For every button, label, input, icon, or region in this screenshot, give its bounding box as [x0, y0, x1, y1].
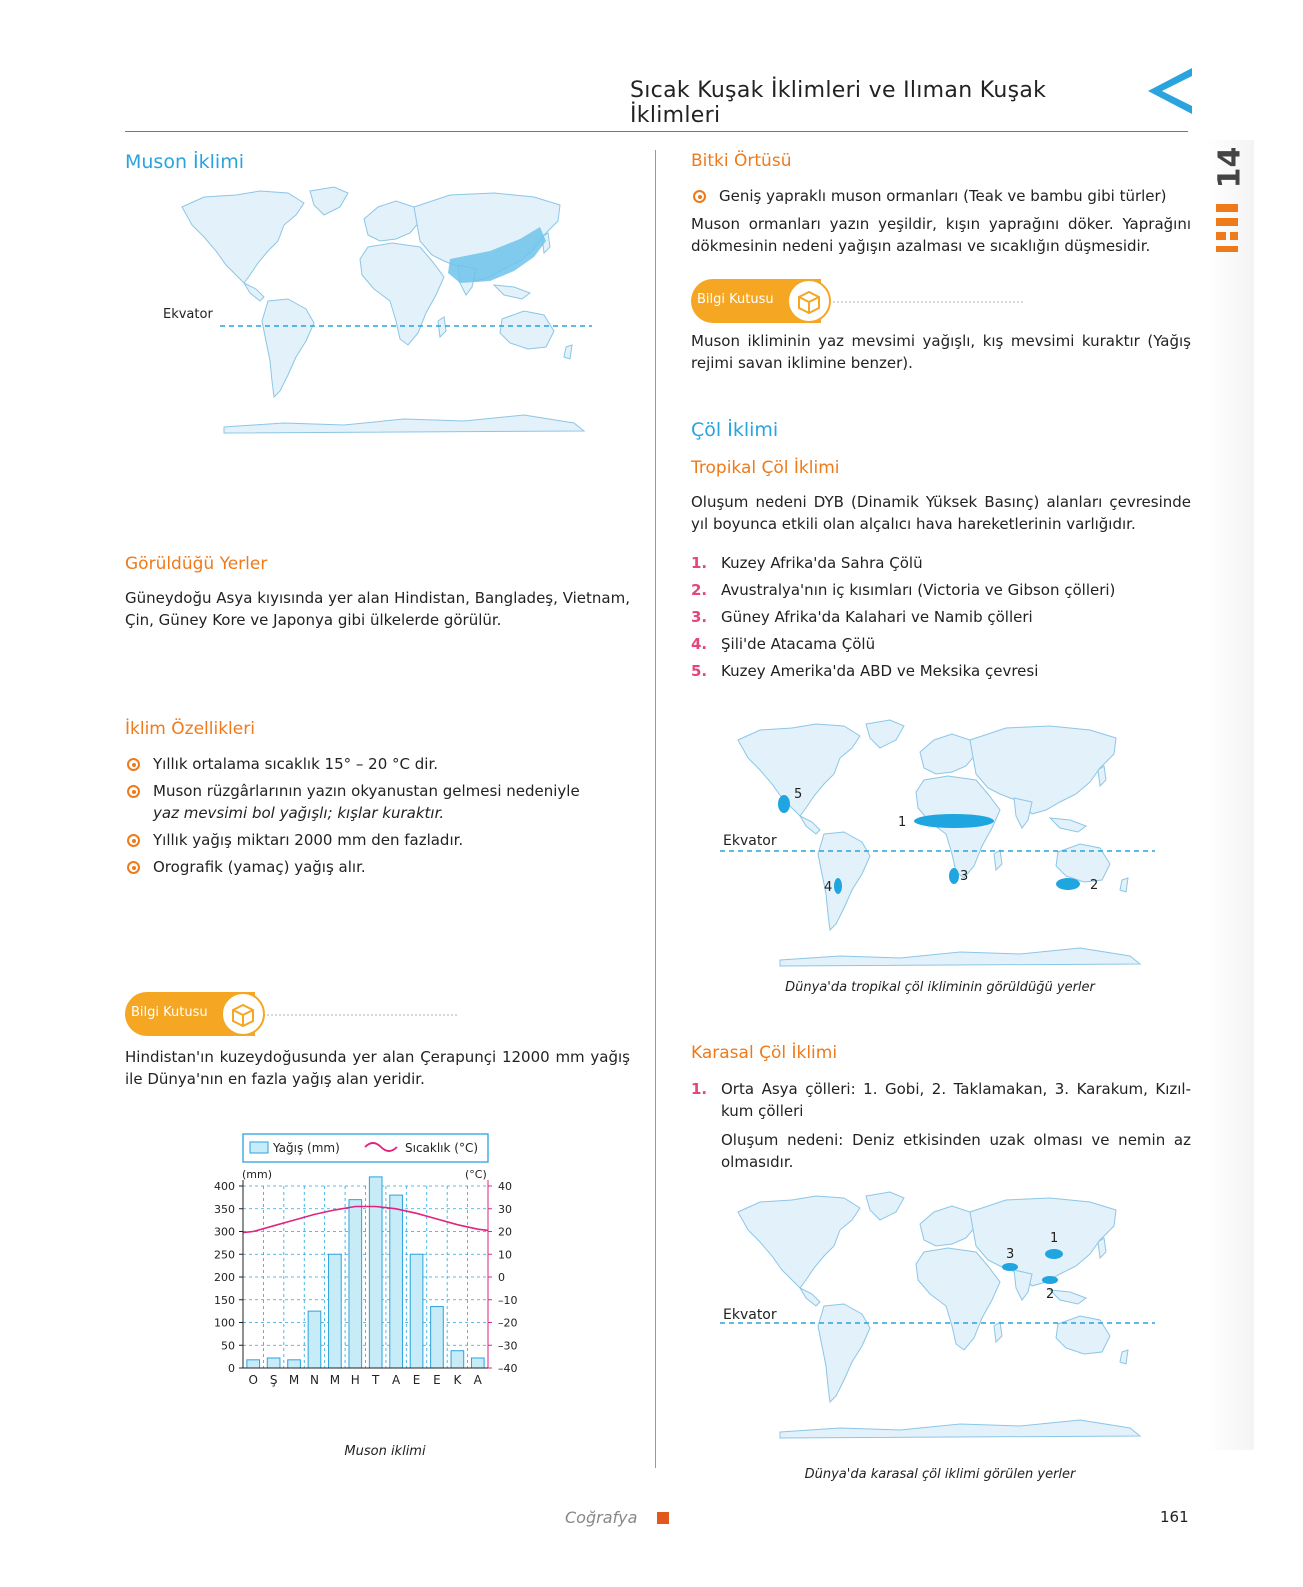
- continental-desert-map: [720, 1190, 1160, 1450]
- x-tick-label: M: [329, 1373, 341, 1387]
- bar: [349, 1200, 362, 1368]
- y-left-tick-label: 50: [221, 1339, 235, 1353]
- x-tick-label: E: [433, 1373, 441, 1387]
- desert-gobi: [1045, 1249, 1063, 1259]
- x-tick-label: A: [473, 1373, 482, 1387]
- list-item: Yıllık yağış miktarı 2000 mm den fazladır.: [125, 829, 630, 851]
- map2-caption: Dünya'da tropikal çöl ikliminin görüldüğü yerler: [785, 980, 1095, 995]
- x-tick-label: N: [309, 1373, 319, 1387]
- header-divider: [125, 131, 1188, 132]
- karasal-text: Oluşum nedeni: Deniz etkisinden uzak olması ve nemin az olmasıdır.: [721, 1131, 1191, 1171]
- info-box-label: Bilgi Kutusu: [691, 279, 1031, 323]
- list-item: 2. Avustralya'nın iç kısımları (Victoria ve Gibson çölleri): [691, 581, 1116, 599]
- x-tick-label: M: [288, 1373, 300, 1387]
- y-right-tick-label: –10: [498, 1293, 518, 1307]
- bullet-icon: [127, 861, 140, 874]
- legend-label-sicaklik: Sıcaklık (°C): [405, 1141, 479, 1155]
- chevron-left-icon: [1148, 68, 1192, 114]
- map-label: 3: [960, 869, 969, 884]
- unit-number: 14: [1212, 146, 1248, 189]
- x-tick-label: K: [453, 1373, 462, 1387]
- heading-iklim-ozellikleri: İklim Özellikleri: [125, 719, 255, 739]
- list-item: 1. Kuzey Afrika'da Sahra Çölü: [691, 554, 923, 572]
- box-icon: [221, 992, 265, 1036]
- x-tick-label: A: [392, 1373, 401, 1387]
- map-label: 2: [1046, 1287, 1055, 1302]
- list-item: Muson rüzgârlarının yazın okyanustan gelmesi nedeniyle yaz mevsimi bol yağışlı; kışlar kuraktır.: [125, 780, 630, 824]
- y-left-tick-label: 150: [214, 1293, 235, 1307]
- y-left-tick-label: 250: [214, 1248, 235, 1262]
- desert-karakum: [1002, 1263, 1018, 1271]
- bar: [410, 1254, 423, 1368]
- map-label: 4: [824, 880, 833, 895]
- bar: [451, 1351, 464, 1368]
- y-right-tick-label: –30: [498, 1339, 518, 1353]
- y-left-tick-label: 100: [214, 1316, 235, 1330]
- legend-label-yagis: Yağış (mm): [273, 1141, 340, 1155]
- desert-taklamakan: [1042, 1276, 1058, 1284]
- map-label: 1: [1050, 1231, 1059, 1246]
- bitki-list: [691, 185, 1191, 212]
- heading-gorulen-yerler: Görüldüğü Yerler: [125, 554, 268, 574]
- section-title-col: Çöl İklimi: [691, 419, 779, 441]
- tropical-desert-map: [720, 718, 1160, 978]
- y-left-tick-label: 350: [214, 1202, 235, 1216]
- x-tick-label: O: [248, 1373, 258, 1387]
- x-tick-label: H: [350, 1373, 360, 1387]
- y-left-unit: (mm): [242, 1168, 273, 1181]
- heading-karasal-col: Karasal Çöl İklimi: [691, 1043, 838, 1063]
- bullet-icon: [127, 834, 140, 847]
- list-item: 5. Kuzey Amerika'da ABD ve Meksika çevresi: [691, 662, 1039, 680]
- tropikal-text: Oluşum nedeni DYB (Dinamik Yüksek Basınç) alanları çevresinde yıl boyunca etkili olan alçalıcı hava hareketlerinin varlığıdır.: [691, 493, 1191, 533]
- list-item: 3. Güney Afrika'da Kalahari ve Namib çölleri: [691, 608, 1033, 626]
- y-left-tick-label: 300: [214, 1225, 235, 1239]
- gorulen-yerler-text: Güneydoğu Asya kıyısında yer alan Hindistan, Bangladeş, Vietnam, Çin, Güney Kore ve Japonya gibi ülkelerde görülür.: [125, 589, 630, 629]
- list-item: Orografik (yamaç) yağış alır.: [125, 856, 630, 878]
- info-box-label: Bilgi Kutusu: [125, 992, 465, 1036]
- desert-kalahari: [949, 868, 959, 884]
- bar: [471, 1358, 484, 1368]
- iklim-ozellikleri-list: [125, 753, 630, 883]
- footer-subject: Coğrafya: [565, 1508, 638, 1527]
- y-left-tick-label: 200: [214, 1271, 235, 1284]
- list-item: 1. Orta Asya çölleri: 1. Gobi, 2. Taklamakan, 3. Karakum, Kızılkum çölleri: [691, 1080, 1191, 1120]
- y-right-tick-label: –40: [498, 1362, 518, 1375]
- y-right-tick-label: 20: [498, 1225, 512, 1239]
- list-item: Yıllık ortalama sıcaklık 15° – 20 °C dir.: [125, 753, 630, 775]
- page-number: 161: [1160, 1508, 1189, 1526]
- chapter-title: Sıcak Kuşak İklimleri ve Ilıman Kuşak İklimleri: [630, 78, 1047, 128]
- bar: [369, 1177, 382, 1368]
- info-box-text: Hindistan'ın kuzeydoğusunda yer alan Çerapunçi 12000 mm yağış ile Dünya'nın en fazla yağış alan yeridir.: [125, 1048, 630, 1088]
- equator-label: Ekvator: [163, 307, 213, 322]
- map3-caption: Dünya'da karasal çöl iklimi görülen yerler: [804, 1467, 1076, 1482]
- bar: [267, 1358, 280, 1368]
- x-tick-label: T: [372, 1373, 380, 1387]
- desert-atacama: [834, 878, 842, 894]
- monsoon-world-map: [160, 185, 600, 445]
- bar: [247, 1360, 260, 1368]
- footer-square-icon: [657, 1512, 669, 1524]
- box-icon: [787, 279, 831, 323]
- bullet-icon: [127, 785, 140, 798]
- heading-bitki-ortusu: Bitki Örtüsü: [691, 151, 792, 171]
- y-left-tick-label: 400: [214, 1180, 235, 1193]
- equator-label: Ekvator: [723, 833, 777, 849]
- bar: [390, 1195, 403, 1368]
- desert-north-america: [778, 795, 790, 813]
- bullet-icon: [127, 758, 140, 771]
- karasal-list: [691, 1078, 1191, 1127]
- desert-sahara: [914, 814, 994, 828]
- bar: [329, 1254, 342, 1368]
- bar: [288, 1360, 301, 1368]
- climate-chart: [200, 1130, 520, 1430]
- list-item: 4. Şili'de Atacama Çölü: [691, 635, 876, 653]
- bar: [308, 1311, 321, 1368]
- y-right-unit: (°C): [465, 1168, 487, 1181]
- x-tick-label: Ş: [269, 1373, 278, 1387]
- list-item: Geniş yapraklı muson ormanları (Teak ve bambu gibi türler): [691, 185, 1191, 207]
- heading-tropikal-col: Tropikal Çöl İklimi: [691, 458, 840, 478]
- y-right-tick-label: 40: [498, 1180, 512, 1193]
- info-box-text: Muson ikliminin yaz mevsimi yağışlı, kış mevsimi kuraktır (Yağış rejimi savan iklimine benzer).: [691, 332, 1191, 372]
- bullet-icon: [693, 190, 706, 203]
- map-label: 5: [794, 787, 803, 802]
- y-right-tick-label: –20: [498, 1316, 518, 1330]
- equator-label: Ekvator: [723, 1307, 777, 1323]
- y-right-tick-label: 0: [498, 1271, 505, 1284]
- tropikal-list: [691, 552, 1191, 687]
- y-right-tick-label: 30: [498, 1202, 512, 1216]
- x-tick-label: E: [412, 1373, 421, 1387]
- map-label: 1: [898, 815, 907, 830]
- chart-caption: Muson iklimi: [344, 1444, 426, 1459]
- section-title-muson: Muson İklimi: [125, 151, 244, 173]
- map-label: 3: [1006, 1247, 1015, 1262]
- side-tab: [1206, 140, 1254, 1450]
- y-right-tick-label: 10: [498, 1248, 512, 1262]
- column-divider: [655, 150, 656, 1468]
- map-label: 2: [1090, 878, 1099, 893]
- bar: [431, 1307, 444, 1368]
- y-left-tick-label: 0: [228, 1362, 235, 1375]
- bitki-text: Muson ormanları yazın yeşildir, kışın yaprağını döker. Yaprağını dökmesinin nedeni yağışın azalması ve sıcaklığın düşmesidir.: [691, 215, 1191, 255]
- unit-logo-icon: [1212, 200, 1244, 256]
- legend-bar-swatch: [250, 1142, 268, 1153]
- desert-australia: [1056, 878, 1080, 890]
